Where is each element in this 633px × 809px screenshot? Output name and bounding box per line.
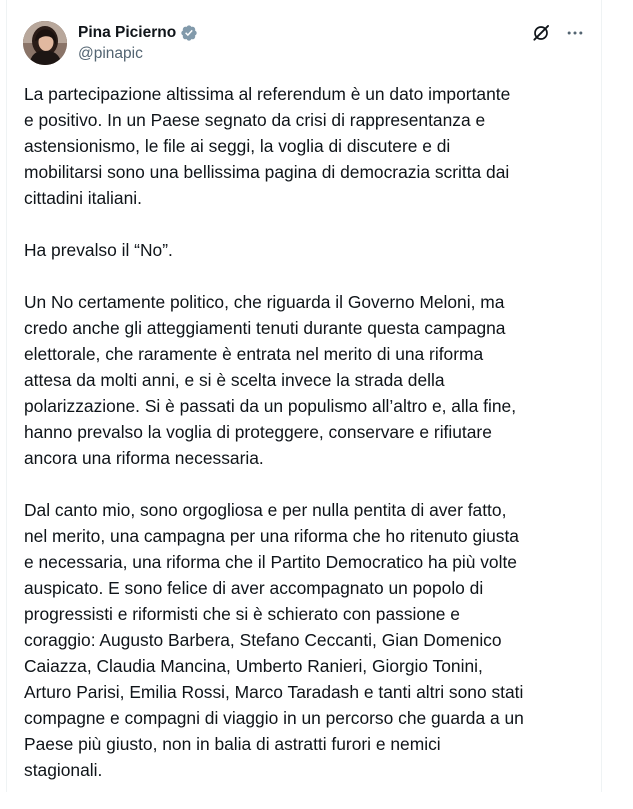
author-handle[interactable]: @pinapic: [78, 45, 143, 62]
post-paragraph: Dal canto mio, sono orgogliosa e per nulla pentita di aver fatto, nel merito, una campagna per una riforma che ho ritenuto giusta e necessaria, una riforma che il Partito Democratico ha più volte auspicato. E sono felice di aver accompagnato un popolo di progressisti e riformisti che si è schierato con passione e coraggio: Augusto Barbera, Stefano Ceccanti, Gian Domenico Caiazza, Claudia Mancina, Umberto Ranieri, Giorgio Tonini, Arturo Parisi, Emilia Rossi, Marco Taradash e tanti altri sono stati compagne e compagni di viaggio in un percorso che guarda a un Paese più giusto, non in balia di astratti furori e nemici stagionali.: [24, 500, 524, 780]
post-header: [23, 21, 585, 69]
post-paragraph: Un No certamente politico, che riguarda il Governo Meloni, ma credo anche gli atteggiamenti tenuti durante questa campagna elettorale, che raramente è entrata nel merito di una riforma attesa da molti anni, e si è scelta invece la strada della polarizzazione. Si è passati da un populismo all’altro e, alla fine, hanno prevalso la voglia di proteggere, conservare e rifiutare ancora una riforma necessaria.: [24, 292, 517, 468]
post-paragraph: Ha prevalso il “No”.: [24, 240, 173, 260]
verified-badge-icon[interactable]: [180, 24, 198, 42]
display-name-row: [78, 23, 198, 43]
grok-icon[interactable]: [531, 23, 551, 43]
display-name[interactable]: Pina Picierno: [78, 24, 177, 41]
post-text: [24, 81, 594, 809]
author-names: [78, 23, 198, 64]
avatar[interactable]: [23, 21, 67, 65]
post-card: [6, 0, 602, 792]
header-actions: [531, 21, 585, 45]
more-options-icon[interactable]: [565, 23, 585, 43]
post-paragraph: La partecipazione altissima al referendum è un dato importante e positivo. In un Paese segnato da crisi di rappresentanza e astensionismo, le file ai seggi, la voglia di discutere e di mobilitarsi sono una bellissima pagina di democrazia scritta dai cittadini italiani.: [24, 84, 511, 208]
avatar-image: [23, 21, 67, 65]
